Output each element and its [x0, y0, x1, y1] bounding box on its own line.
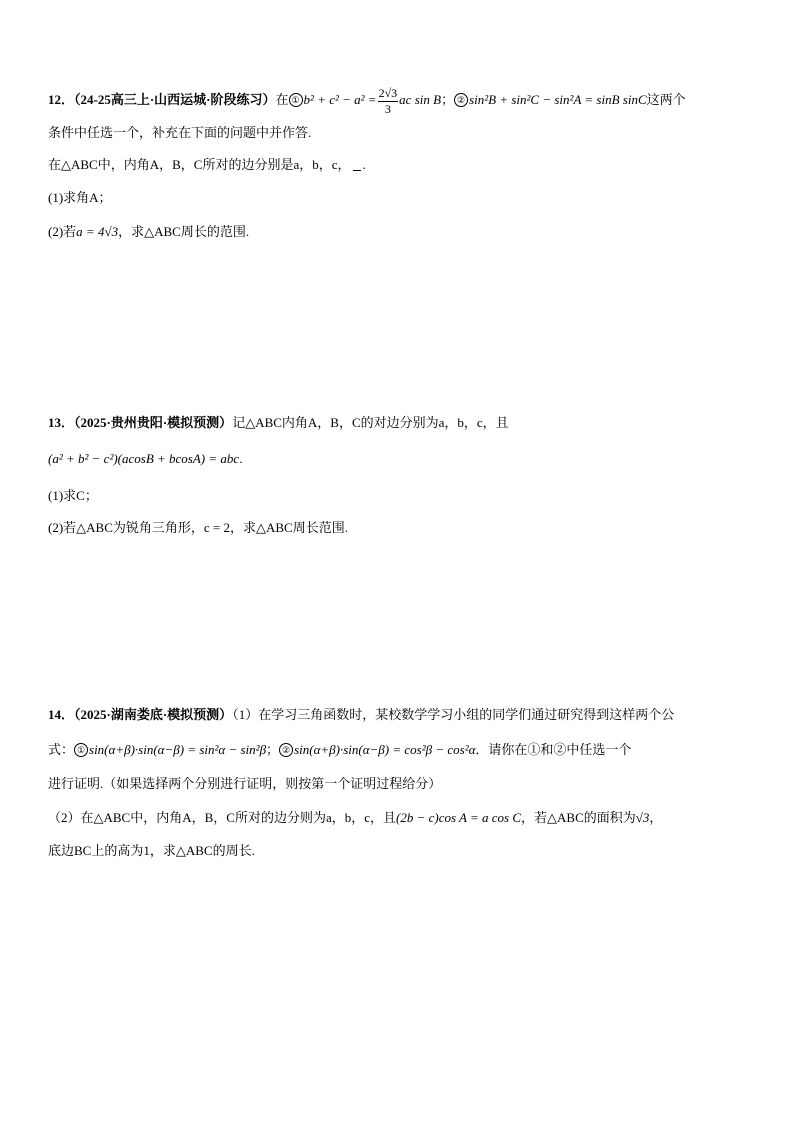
q14-choice-2-marker: ②: [279, 743, 293, 757]
q13-equation-line: [48, 450, 242, 468]
q12-part-2-expr: a = 4√3: [76, 224, 119, 239]
q14-line-5: 底边BC上的高为1，求△ABC的周长.: [48, 843, 255, 858]
q12-source: （24-25高三上·山西运城·阶段练习）: [74, 91, 276, 107]
q14-line-1: 14．（2025·湖南娄底·模拟预测）（1）在学习三角函数时，某校数学学习小组的同学们通过研究得到这样两个公: [48, 707, 675, 722]
q12-choice-1-marker: ①: [289, 93, 303, 107]
q12-part-2: [48, 223, 249, 241]
q14-line-2-prefix: 式：: [48, 742, 75, 757]
q13-equation-end: .: [239, 451, 243, 466]
q14-formula-2: sin(α+β)·sin(α−β) = cos²β − cos²α: [294, 742, 476, 757]
q14-line-4: [48, 809, 662, 827]
q12-line-2: 条件中任选一个，补充在下面的问题中并作答.: [48, 125, 312, 140]
q13-line-1: 13．（2025·贵州贵阳·模拟预测）记△ABC内角A，B，C的对边分别为a，b，c，且: [48, 415, 509, 430]
q14-line-2: [48, 741, 631, 759]
q14-source: （2025·湖南娄底·模拟预测）: [74, 707, 233, 722]
q12-separator: ；: [441, 91, 455, 107]
q12-intro: 在: [275, 91, 289, 107]
q14-number: 14: [48, 707, 61, 722]
q14-part-2-comma: ，: [649, 810, 663, 825]
q12-condition-1-fraction: [378, 86, 399, 116]
q12-part-1: (1)求角A；: [48, 190, 112, 205]
q12-tail: 这两个: [646, 91, 686, 107]
q14-line-2-suffix: ．请你在①和②中任选一个: [475, 742, 632, 757]
q13-part-1: (1)求C；: [48, 488, 98, 503]
q12-part-2-suffix: ，求△ABC周长的范围.: [118, 224, 250, 239]
q14-formula-1: sin(α+β)·sin(α−β) = sin²α − sin²β: [89, 742, 267, 757]
q14-part-2-equation: (2b − c)cos A = a cos C: [396, 810, 522, 825]
q12-fraction-numerator: 2√3: [378, 86, 398, 100]
q14-line-3: 进行证明.（如果选择两个分别进行证明，则按第一个证明过程给分）: [48, 776, 442, 791]
q12-problem-statement: 在△ABC中，内角A，B，C所对的边分别是a，b，c，: [48, 157, 351, 172]
q12-condition-1-rhs: ac sin B: [399, 91, 442, 107]
q14-separator: ；: [266, 742, 280, 757]
q12-blank: [353, 170, 361, 171]
q12-line-3-end: .: [362, 157, 366, 172]
q13-number: 13: [48, 415, 61, 430]
q12-line-3: [48, 156, 366, 174]
q14-choice-1-marker: ①: [74, 743, 88, 757]
q12-condition-2: sin²B + sin²C − sin²A = sinB sinC: [469, 91, 647, 107]
q14-intro: （1）在学习三角函数时，某校数学学习小组的同学们通过研究得到这样两个公: [232, 707, 675, 722]
q13-equation: (a² + b² − c²)(acosB + bcosA) = abc: [48, 451, 240, 466]
q13-part-2: (2)若△ABC为锐角三角形，c = 2，求△ABC周长范围.: [48, 520, 348, 535]
q13-source: （2025·贵州贵阳·模拟预测）: [74, 415, 233, 430]
q12-condition-1-lhs: b² + c² − a² =: [303, 91, 377, 107]
q12-choice-2-marker: ②: [454, 93, 468, 107]
q14-part-2-intro: （2）在△ABC中，内角A，B，C所对的边分则为a，b，c，且: [48, 810, 396, 825]
q13-intro: 记△ABC内角A，B，C的对边分别为a，b，c，且: [232, 415, 509, 430]
q12-line-1: 12．（24-25高三上·山西运城·阶段练习）在 ① b² + c² − a² = $\frac{2√3}{3}$ ac sin B； ② sin²B + sin²C − sin²A = sinB sinC这两个: [48, 86, 686, 116]
q14-part-2-area-text: ，若△ABC的面积为: [521, 810, 636, 825]
q12-part-2-prefix: (2)若: [48, 224, 77, 239]
q12-fraction-denominator: 3: [384, 102, 391, 116]
q14-part-2-area: √3: [635, 810, 650, 825]
q12-number: 12: [48, 91, 61, 107]
